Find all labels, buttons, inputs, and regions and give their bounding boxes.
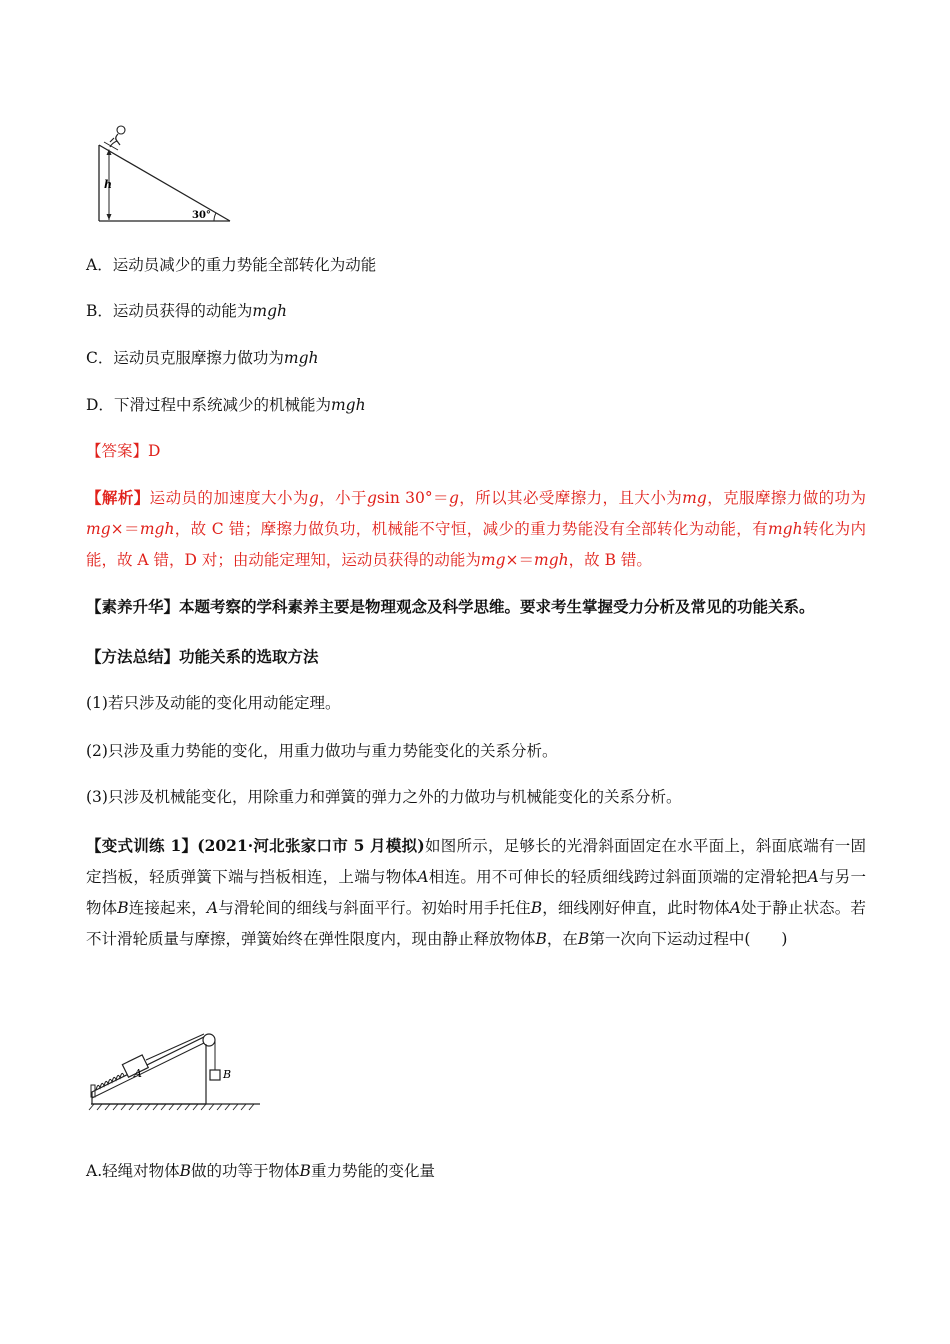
option-d: D．下滑过程中系统减少的机械能为mgh	[86, 396, 366, 414]
spring-pulley-figure	[88, 1030, 268, 1120]
block-b-label: B	[223, 1068, 232, 1081]
option-c: C．运动员克服摩擦力做功为mgh	[86, 349, 319, 367]
method-item-2: (2)只涉及重力势能的变化，用重力做功与重力势能变化的关系分析。	[86, 742, 558, 760]
method-heading: 【方法总结】功能关系的选取方法	[86, 647, 319, 666]
angle-arc	[214, 213, 216, 221]
angle-label: 30°	[192, 210, 211, 221]
ground-hatching	[89, 1104, 254, 1110]
literacy-line: 【素养升华】本题考察的学科素养主要是物理观念及科学思维。要求考生掌握受力分析及常见的功能关系。	[86, 597, 815, 616]
incline-surface	[92, 1042, 206, 1098]
answer-line	[86, 440, 160, 462]
height-label: h	[104, 178, 112, 191]
skier-icon	[104, 126, 125, 150]
block-a-label: A	[134, 1067, 142, 1080]
height-arrow-head-bottom	[107, 214, 112, 220]
pulley-icon	[203, 1034, 215, 1046]
spring-icon	[96, 1073, 124, 1090]
option-b: B．运动员获得的动能为mgh	[86, 302, 288, 320]
analysis-paragraph: 【解析】运动员的加速度大小为g，小于gsin 30°＝g，所以其必受摩擦力，且大小为mg，克服摩擦力做的功为mg×＝mgh，故 C 错；摩擦力做负功，机械能不守恒，减少的重力势能没有全部转化为动能，有mgh转化为内能，故 A 错，D 对；由动能定理知，运动员获得的动能为mg×＝mgh，故 B 错。	[86, 488, 866, 569]
method-item-1: (1)若只涉及动能的变化用动能定理。	[86, 694, 341, 712]
variant-option-a: A.轻绳对物体B做的功等于物体B重力势能的变化量	[86, 1162, 435, 1180]
variant-question: 【变式训练 1】(2021·河北张家口市 5 月模拟)如图所示，足够长的光滑斜面固定在水平面上，斜面底端有一固定挡板，轻质弹簧下端与挡板相连，上端与物体A相连。用不可伸长的轻质细线跨过斜面顶端的定滑轮把A与另一物体B连接起来，A与滑轮间的细线与斜面平行。初始时用手托住B，细线刚好伸直，此时物体A处于静止状态。若不计滑轮质量与摩擦，弹簧始终在弹性限度内，现由静止释放物体B，在B第一次向下运动过程中( )	[86, 836, 866, 948]
option-a: A．运动员减少的重力势能全部转化为动能	[86, 256, 377, 274]
answer-label: 【答案】	[86, 442, 149, 460]
incline-figure	[90, 120, 240, 230]
block-b	[210, 1070, 220, 1080]
answer-value: D	[148, 442, 161, 460]
method-item-3: (3)只涉及机械能变化，用除重力和弹簧的弹力之外的力做功与机械能变化的关系分析。	[86, 788, 682, 806]
